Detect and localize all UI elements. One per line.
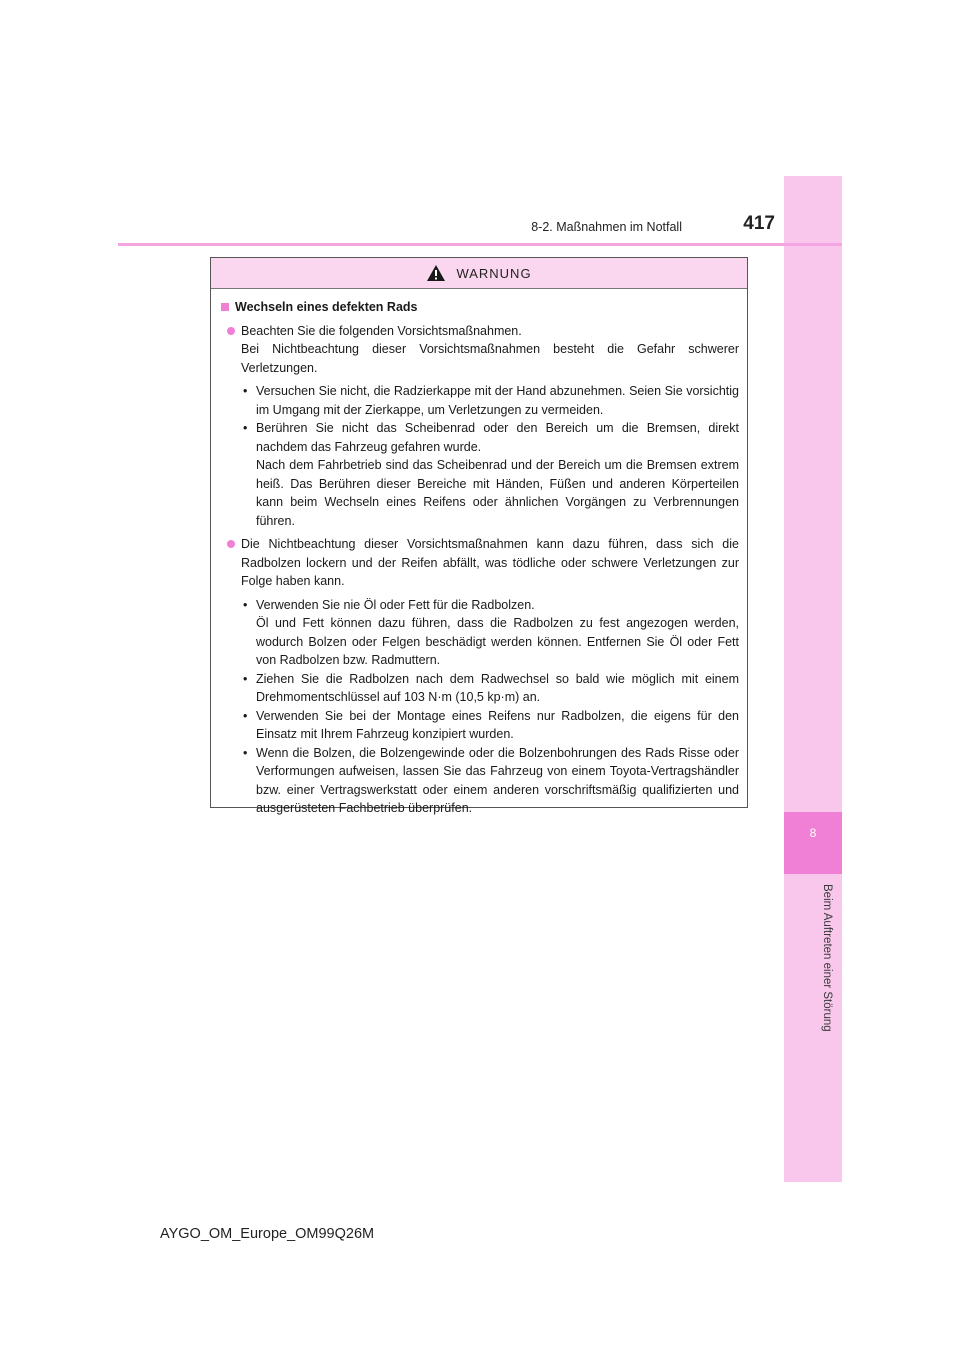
header-divider <box>118 243 842 246</box>
list-item: • Verwenden Sie nie Öl oder Fett für die Radbolzen. <box>241 596 739 615</box>
list-item-continued: Nach dem Fahrbetrieb sind das Scheibenrad und der Bereich um die Bremsen extrem heiß. Das Berühren dieser Bereiche mit Händen, Füßen und anderen Körperteilen kann beim Wechseln eines Reifens oder ähnlichen Vorgängen zu Verbrennungen führen. <box>256 458 739 528</box>
chapter-number: 8 <box>809 826 817 840</box>
square-bullet-icon <box>221 303 229 311</box>
chapter-number-tab <box>784 812 842 874</box>
list-item: • Berühren Sie nicht das Scheibenrad oder den Bereich um die Bremsen, direkt nachdem das Fahrzeug gefahren wurde. <box>241 419 739 456</box>
chapter-title: Beim Auftreten einer Störung <box>821 884 833 1032</box>
section-heading: 8-2. Maßnahmen im Notfall <box>531 220 682 234</box>
circle-bullet-icon <box>227 540 235 548</box>
warning-body <box>211 289 747 818</box>
precaution-block-2 <box>221 535 739 591</box>
warning-triangle-icon <box>426 264 446 282</box>
warning-box <box>210 257 748 815</box>
warning-section-title: Wechseln eines defekten Rads <box>221 298 739 317</box>
list-item: • Verwenden Sie bei der Montage eines Reifens nur Radbolzen, die eigens für den Einsatz mit Ihrem Fahrzeug konzipiert wurden. <box>241 707 739 744</box>
precaution-intro: Beachten Sie die folgenden Vorsichtsmaßnahmen. <box>241 323 522 338</box>
precaution-list-2 <box>241 596 739 818</box>
list-item: • Wenn die Bolzen, die Bolzengewinde oder die Bolzenbohrungen des Rads Risse oder Verformungen aufweisen, lassen Sie das Fahrzeug von einem Toyota-Vertragshändler bzw. einer Vertragswerkstatt oder einem anderen vorschriftsmäßig qualifizierten und ausgerüsteten Fachbetrieb überprüfen. <box>241 744 739 818</box>
list-item-continued: Öl und Fett können dazu führen, dass die Radbolzen zu fest angezogen werden, wodurch Bolzen oder Felgen beschädigt werden können. Entfernen Sie Öl oder Fett von Radbolzen bzw. Radmuttern. <box>256 616 739 667</box>
precaution-consequence: Bei Nichtbeachtung dieser Vorsichtsmaßnahmen besteht die Gefahr schwerer Verletzungen. <box>241 342 739 375</box>
page-number: 417 <box>743 213 775 234</box>
warning-title: WARNUNG <box>456 265 532 281</box>
list-item: • Ziehen Sie die Radbolzen nach dem Radwechsel so bald wie möglich mit einem Drehmomentschlüssel auf 103 N·m (10,5 kp·m) an. <box>241 670 739 707</box>
precaution-list-1 <box>241 382 739 530</box>
precaution-block-1 <box>221 322 739 378</box>
circle-bullet-icon <box>227 327 235 335</box>
precaution-intro: Die Nichtbeachtung dieser Vorsichtsmaßnahmen kann dazu führen, dass sich die Radbolzen lockern und der Reifen abfällt, was tödliche oder schwere Verletzungen zur Folge haben kann. <box>241 537 739 588</box>
document-code: AYGO_OM_Europe_OM99Q26M <box>160 1226 375 1242</box>
warning-header <box>211 258 747 289</box>
list-item: • Versuchen Sie nicht, die Radzierkappe mit der Hand abzunehmen. Seien Sie vorsichtig im Umgang mit der Zierkappe, um Verletzungen zu vermeiden. <box>241 382 739 419</box>
